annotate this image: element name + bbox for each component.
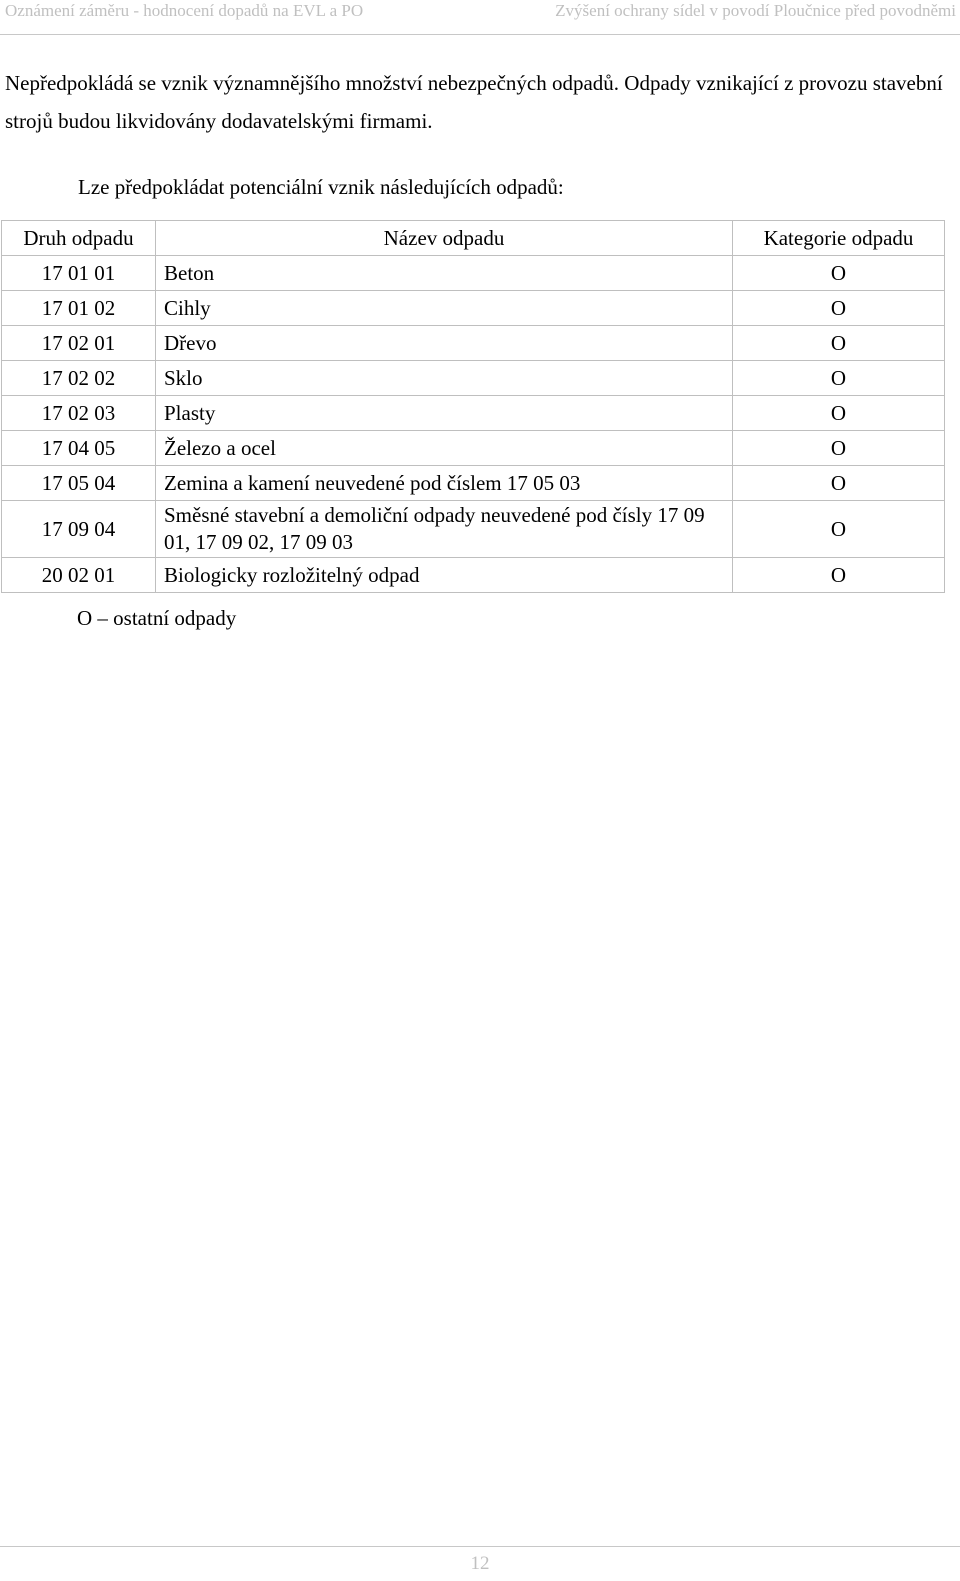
header-project-title: Zvýšení ochrany sídel v povodí Ploučnice před povodněmi [555, 1, 956, 20]
waste-table [1, 220, 945, 593]
intro-paragraph: Nepředpokládá se vznik významnějšího množství nebezpečných odpadů. Odpady vznikající z provozu stavební strojů budou likvidovány dodavatelskými firmami. [5, 71, 943, 133]
table-row [2, 558, 945, 593]
page-header [0, 0, 960, 35]
waste-code: 17 09 04 [2, 501, 156, 558]
table-row [2, 361, 945, 396]
table-row [2, 396, 945, 431]
waste-name: Dřevo [156, 326, 733, 361]
waste-name: Biologicky rozložitelný odpad [156, 558, 733, 593]
waste-code: 17 01 01 [2, 256, 156, 291]
header-waste-name: Název odpadu [156, 221, 733, 256]
waste-category: O [733, 326, 945, 361]
table-row [2, 256, 945, 291]
table-row [2, 431, 945, 466]
table-header-row [2, 221, 945, 256]
waste-name: Beton [156, 256, 733, 291]
header-document-title: Oznámení záměru - hodnocení dopadů na EVL a PO [5, 1, 364, 20]
page-number: 12 [470, 1553, 490, 1574]
waste-code: 17 02 02 [2, 361, 156, 396]
waste-code: 17 01 02 [2, 291, 156, 326]
waste-code: 17 02 03 [2, 396, 156, 431]
header-waste-code: Druh odpadu [2, 221, 156, 256]
waste-category: O [733, 256, 945, 291]
waste-name: Zemina a kamení neuvedené pod číslem 17 05 03 [156, 466, 733, 501]
table-row [2, 326, 945, 361]
waste-category: O [733, 501, 945, 558]
waste-name: Směsné stavební a demoliční odpady neuvedené pod čísly 17 09 01, 17 09 02, 17 09 03 [156, 501, 733, 558]
header-waste-category: Kategorie odpadu [733, 221, 945, 256]
waste-category: O [733, 291, 945, 326]
waste-name: Cihly [156, 291, 733, 326]
waste-name: Sklo [156, 361, 733, 396]
waste-code: 17 05 04 [2, 466, 156, 501]
category-legend: O – ostatní odpady [77, 606, 237, 630]
waste-code: 17 04 05 [2, 431, 156, 466]
table-row [2, 291, 945, 326]
page-footer [0, 1546, 960, 1574]
waste-category: O [733, 396, 945, 431]
waste-category: O [733, 361, 945, 396]
waste-name: Železo a ocel [156, 431, 733, 466]
waste-name: Plasty [156, 396, 733, 431]
waste-list-lead: Lze předpokládat potenciální vznik následujících odpadů: [78, 175, 564, 199]
waste-category: O [733, 431, 945, 466]
waste-category: O [733, 466, 945, 501]
waste-code: 17 02 01 [2, 326, 156, 361]
table-row [2, 466, 945, 501]
waste-category: O [733, 558, 945, 593]
table-row [2, 501, 945, 558]
waste-code: 20 02 01 [2, 558, 156, 593]
